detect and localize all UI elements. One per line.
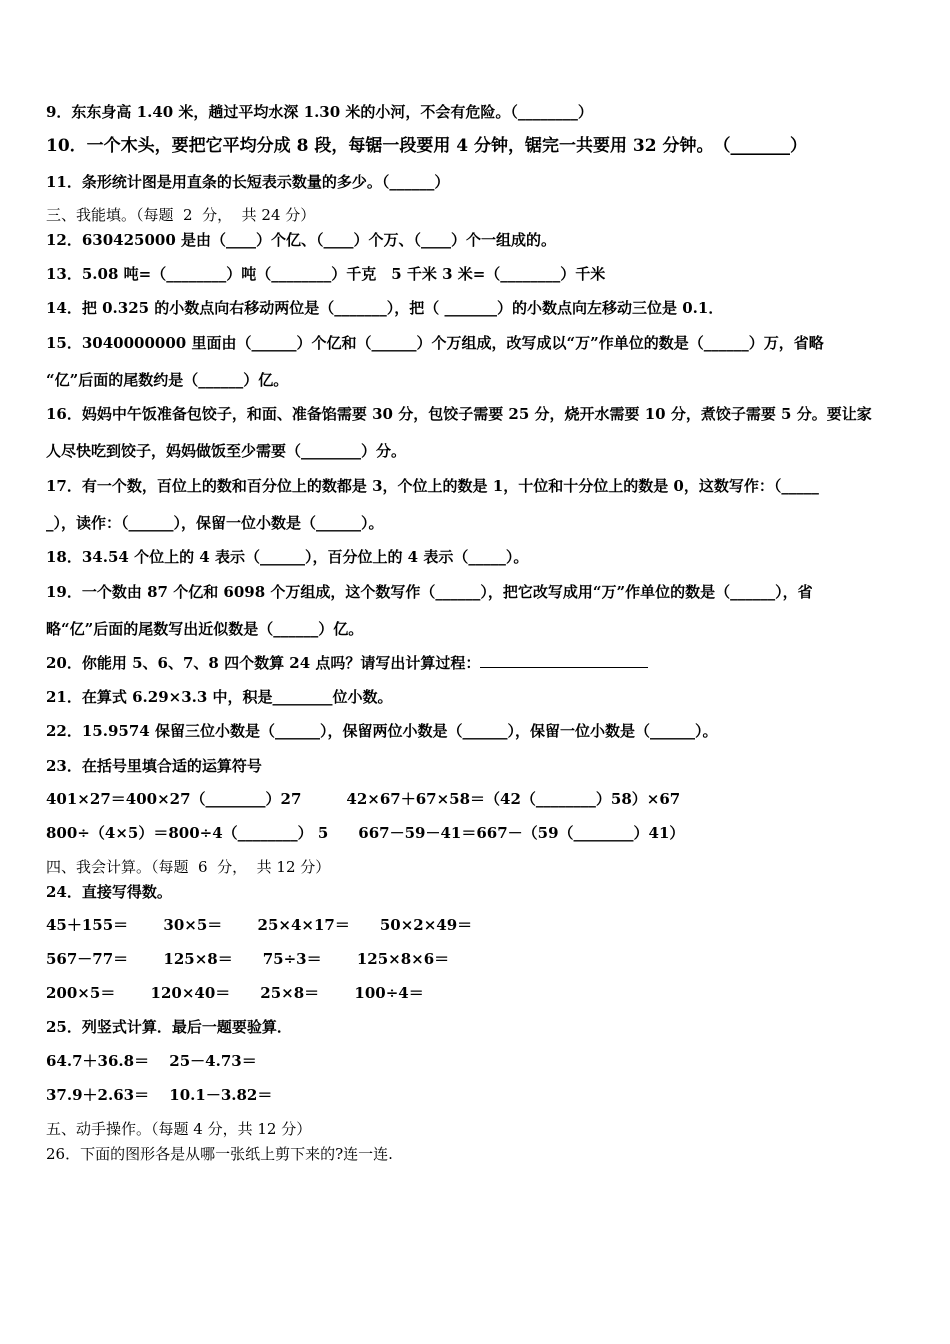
question-11: 11．条形统计图是用直条的长短表示数量的多少。（______）	[46, 173, 450, 191]
question-16-line-2: 人尽快吃到饺子，妈妈做饭至少需要（________）分。	[46, 442, 407, 460]
question-26: 26．下面的图形各是从哪一张纸上剪下来的?连一连.	[46, 1145, 393, 1163]
question-25-row-1: 64.7＋36.8＝ 25－4.73＝	[46, 1052, 257, 1070]
question-15-line-1: 15．3040000000 里面由（______）个亿和（______）个万组成，改写成以“万”作单位的数是（______）万，省略	[46, 334, 824, 352]
question-23-row-2: 800÷（4×5）＝800÷4（________） 5 667－59－41＝667－（59（________）41）	[46, 824, 685, 842]
question-13: 13．5.08 吨=（________）吨（________）千克 5 千米 3 米=（________）千米	[46, 265, 606, 283]
question-18: 18．34.54 个位上的 4 表示（______），百分位上的 4 表示（_____）。	[46, 548, 529, 566]
question-19-line-1: 19．一个数由 87 个亿和 6098 个万组成，这个数写作（______），把它改写成用“万”作单位的数是（______），省	[46, 583, 813, 601]
question-20-text: 20．你能用 5、6、7、8 四个数算 24 点吗？请写出计算过程：	[46, 654, 481, 672]
question-16-line-1: 16．妈妈中午饭准备包饺子，和面、准备馅需要 30 分，包饺子需要 25 分，烧开水需要 10 分，煮饺子需要 5 分。要让家	[46, 405, 872, 423]
question-21: 21．在算式 6.29×3.3 中，积是________位小数。	[46, 688, 393, 706]
question-25: 25．列竖式计算．最后一题要验算．	[46, 1018, 292, 1036]
section-5-heading: 五、动手操作。（每题 4 分，共 12 分）	[46, 1120, 312, 1138]
question-17-line-1: 17．有一个数，百位上的数和百分位上的数都是 3，个位上的数是 1，十位和十分位上的数是 0，这数写作：（_____	[46, 477, 819, 495]
question-9: 9．东东身高 1.40 米，趟过平均水深 1.30 米的小河，不会有危险。（________）	[46, 103, 593, 121]
question-19-line-2: 略“亿”后面的尾数写出近似数是（______）亿。	[46, 620, 364, 638]
question-23-row-1: 401×27＝400×27（________）27 42×67＋67×58＝（42（________）58）×67	[46, 790, 681, 808]
question-24-row-1: 45＋155＝ 30×5＝ 25×4×17＝ 50×2×49＝	[46, 916, 473, 934]
question-23: 23．在括号里填合适的运算符号	[46, 757, 262, 775]
question-15-line-2: “亿”后面的尾数约是（______）亿。	[46, 371, 289, 389]
question-25-row-2: 37.9＋2.63＝ 10.1－3.82＝	[46, 1086, 273, 1104]
question-17-line-2: _），读作：（______），保留一位小数是（______）。	[46, 514, 384, 532]
question-20	[46, 653, 648, 673]
section-4-heading: 四、我会计算。（每题 6 分， 共 12 分）	[46, 858, 331, 876]
question-24-row-3: 200×5＝ 120×40＝ 25×8＝ 100÷4＝	[46, 984, 424, 1002]
question-24: 24．直接写得数。	[46, 883, 172, 901]
question-14: 14．把 0.325 的小数点向右移动两位是（_______），把（ _______）的小数点向左移动三位是 0.1．	[46, 299, 724, 317]
section-3-heading: 三、我能填。（每题 2 分， 共 24 分）	[46, 206, 316, 224]
answer-blank-line	[480, 653, 648, 668]
question-10: 10．一个木头，要把它平均分成 8 段，每锯一段要用 4 分钟，锯完一共要用 32 分钟。 （_______）	[46, 136, 807, 156]
question-24-row-2: 567－77＝ 125×8＝ 75÷3＝ 125×8×6＝	[46, 950, 450, 968]
question-12: 12．630425000 是由（____）个亿、（____）个万、（____）个一组成的。	[46, 231, 557, 249]
question-22: 22．15.9574 保留三位小数是（______），保留两位小数是（______），保留一位小数是（______）。	[46, 722, 718, 740]
